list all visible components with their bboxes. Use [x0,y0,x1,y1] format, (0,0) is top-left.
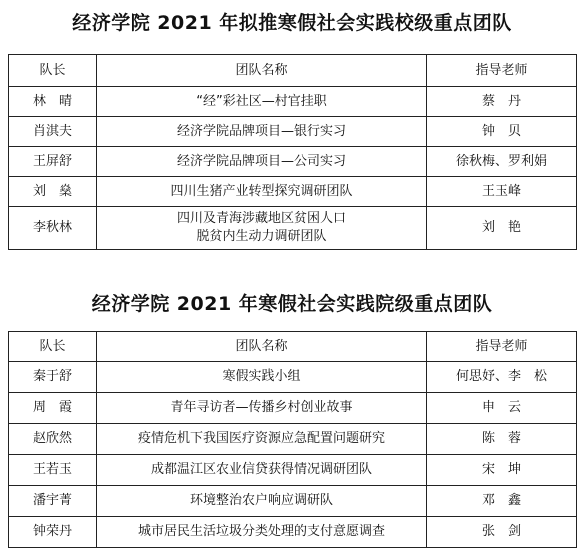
captain-cell: 肖淇夫 [9,117,97,147]
table-row [9,87,577,117]
college-level-teams-table [8,331,577,548]
table-header-row [9,55,577,87]
header-captain: 队长 [9,55,97,87]
team-name-cell: 寒假实践小组 [97,362,427,393]
table-row [9,147,577,177]
captain-cell: 周 霞 [9,393,97,424]
table-row [9,393,577,424]
team-name-cell: 四川及青海涉藏地区贫困人口 脱贫内生动力调研团队 [97,207,427,250]
table-row [9,207,577,250]
team-name-cell: 四川生猪产业转型探究调研团队 [97,177,427,207]
team-name-cell: 经济学院品牌项目—银行实习 [97,117,427,147]
header-captain: 队长 [9,332,97,362]
table-row [9,424,577,455]
captain-cell: 赵欣然 [9,424,97,455]
header-team-name: 团队名称 [97,55,427,87]
advisor-cell: 刘 艳 [427,207,577,250]
table-header-row [9,332,577,362]
team-name-cell: 成都温江区农业信贷获得情况调研团队 [97,455,427,486]
table-row [9,117,577,147]
team-name-cell: “经”彩社区—村官挂职 [97,87,427,117]
advisor-cell: 邓 鑫 [427,486,577,517]
team-name-cell: 环境整治农户响应调研队 [97,486,427,517]
captain-cell: 刘 燊 [9,177,97,207]
table-row [9,177,577,207]
advisor-cell: 何思妤、李 松 [427,362,577,393]
school-level-teams-table [8,54,577,250]
advisor-cell: 徐秋梅、罗利娟 [427,147,577,177]
captain-cell: 李秋林 [9,207,97,250]
table1-title: 经济学院 2021 年拟推寒假社会实践校级重点团队 [72,12,512,34]
advisor-cell: 申 云 [427,393,577,424]
table2-title: 经济学院 2021 年寒假社会实践院级重点团队 [91,293,493,315]
table-row [9,486,577,517]
captain-cell: 王屏舒 [9,147,97,177]
table-row [9,362,577,393]
team-name-cell: 疫情危机下我国医疗资源应急配置问题研究 [97,424,427,455]
advisor-cell: 陈 蓉 [427,424,577,455]
header-advisor: 指导老师 [427,55,577,87]
captain-cell: 潘宇菁 [9,486,97,517]
advisor-cell: 宋 坤 [427,455,577,486]
table-row [9,455,577,486]
advisor-cell: 蔡 丹 [427,87,577,117]
captain-cell: 秦于舒 [9,362,97,393]
team-name-cell: 城市居民生活垃圾分类处理的支付意愿调查 [97,517,427,548]
captain-cell: 林 晴 [9,87,97,117]
advisor-cell: 钟 贝 [427,117,577,147]
header-advisor: 指导老师 [427,332,577,362]
advisor-cell: 王玉峰 [427,177,577,207]
captain-cell: 钟荣丹 [9,517,97,548]
captain-cell: 王若玉 [9,455,97,486]
team-name-cell: 经济学院品牌项目—公司实习 [97,147,427,177]
table-row [9,517,577,548]
header-team-name: 团队名称 [97,332,427,362]
advisor-cell: 张 剑 [427,517,577,548]
team-name-cell: 青年寻访者—传播乡村创业故事 [97,393,427,424]
